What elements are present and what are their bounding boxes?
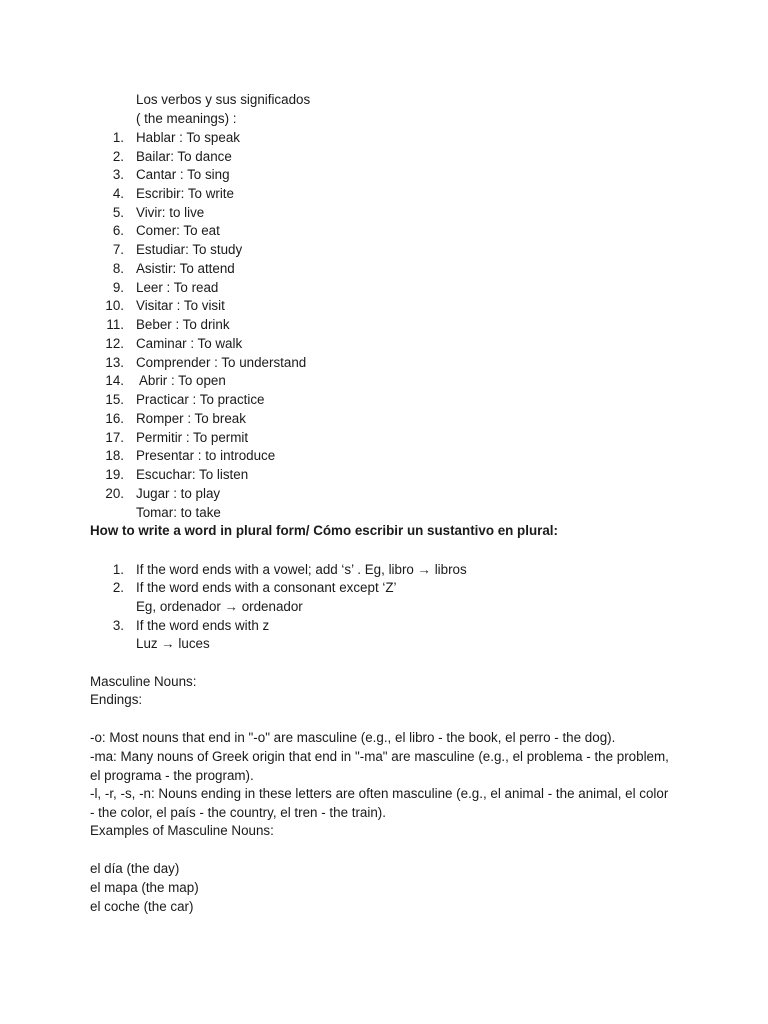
- list-item-number: 9.: [112, 280, 124, 295]
- list-item-number: 2.: [112, 149, 124, 164]
- list-item: el mapa (the map): [90, 880, 199, 895]
- list-item-number: 6.: [112, 223, 124, 238]
- list-item-text: Presentar : to introduce: [136, 448, 276, 463]
- list-item-text: Vivir: to live: [136, 205, 205, 220]
- list-item-number: 19.: [105, 467, 124, 482]
- list-item-number: 15.: [105, 392, 124, 407]
- list-item-text: If the word ends with a consonant except ‘Z’: [136, 580, 397, 595]
- masculine-ending-ma: -ma: Many nouns of Greek origin that end in "-ma" are masculine (e.g., el problema - the problem, el programa - the program).: [90, 749, 669, 783]
- masculine-examples-label: Examples of Masculine Nouns:: [90, 823, 274, 838]
- masculine-ending-lrsn: -l, -r, -s, -n: Nouns ending in these letters are often masculine (e.g., el animal - the animal, el color - the color, el país - the country, el tren - the train).: [90, 786, 669, 820]
- verbs-extra-item: Tomar: to take: [136, 505, 221, 520]
- list-item-subtext: Luz → luces: [136, 636, 210, 651]
- list-item-number: 7.: [112, 242, 124, 257]
- list-item-number: 8.: [112, 261, 124, 276]
- list-item-text: Beber : To drink: [136, 317, 230, 332]
- list-item: el coche (the car): [90, 899, 194, 914]
- list-item-text: Comer: To eat: [136, 223, 220, 238]
- plural-heading: How to write a word in plural form/ Cómo escribir un sustantivo en plural:: [90, 523, 558, 538]
- verbs-subtitle: ( the meanings) :: [136, 111, 237, 126]
- list-item-number: 20.: [105, 486, 124, 501]
- list-item-number: 16.: [105, 411, 124, 426]
- list-item-number: 1.: [112, 130, 124, 145]
- list-item-subtext: Eg, ordenador → ordenador: [136, 599, 303, 614]
- list-item-text: If the word ends with a vowel; add ‘s’ . Eg, libro → libros: [136, 562, 467, 577]
- list-item-text: Cantar : To sing: [136, 167, 230, 182]
- list-item-text: Comprender : To understand: [136, 355, 307, 370]
- list-item-number: 10.: [105, 298, 124, 313]
- list-item-number: 12.: [105, 336, 124, 351]
- list-item-text: Practicar : To practice: [136, 392, 265, 407]
- list-item-text: Leer : To read: [136, 280, 219, 295]
- list-item-number: 3.: [112, 167, 124, 182]
- list-item-text: Caminar : To walk: [136, 336, 243, 351]
- list-item-text: Escuchar: To listen: [136, 467, 249, 482]
- list-item-text: Romper : To break: [136, 411, 246, 426]
- list-item-text: Escribir: To write: [136, 186, 234, 201]
- masculine-heading: Masculine Nouns:: [90, 674, 197, 689]
- list-item-number: 4.: [112, 186, 124, 201]
- list-item-number: 13.: [105, 355, 124, 370]
- list-item-number: 3.: [112, 618, 124, 633]
- list-item: el día (the day): [90, 861, 180, 876]
- list-item-number: 1.: [112, 562, 124, 577]
- list-item-number: 11.: [106, 317, 124, 332]
- list-item-text: Abrir : To open: [136, 373, 226, 388]
- verbs-title: Los verbos y sus significados: [136, 92, 311, 107]
- list-item-number: 2.: [112, 580, 124, 595]
- masculine-ending-o: -o: Most nouns that end in "-o" are masculine (e.g., el libro - the book, el perro - the dog).: [90, 730, 616, 745]
- list-item-text: Estudiar: To study: [136, 242, 243, 257]
- list-item-text: Jugar : to play: [136, 486, 221, 501]
- list-item-text: If the word ends with z: [136, 618, 270, 633]
- list-item-number: 5.: [112, 205, 124, 220]
- masculine-endings-label: Endings:: [90, 692, 143, 707]
- list-item-text: Permitir : To permit: [136, 430, 249, 445]
- list-item-text: Bailar: To dance: [136, 149, 232, 164]
- list-item-text: Asistir: To attend: [136, 261, 235, 276]
- list-item-number: 18.: [105, 448, 124, 463]
- list-item-text: Hablar : To speak: [136, 130, 240, 145]
- list-item-number: 14.: [105, 373, 124, 388]
- list-item-number: 17.: [105, 430, 124, 445]
- list-item-text: Visitar : To visit: [136, 298, 225, 313]
